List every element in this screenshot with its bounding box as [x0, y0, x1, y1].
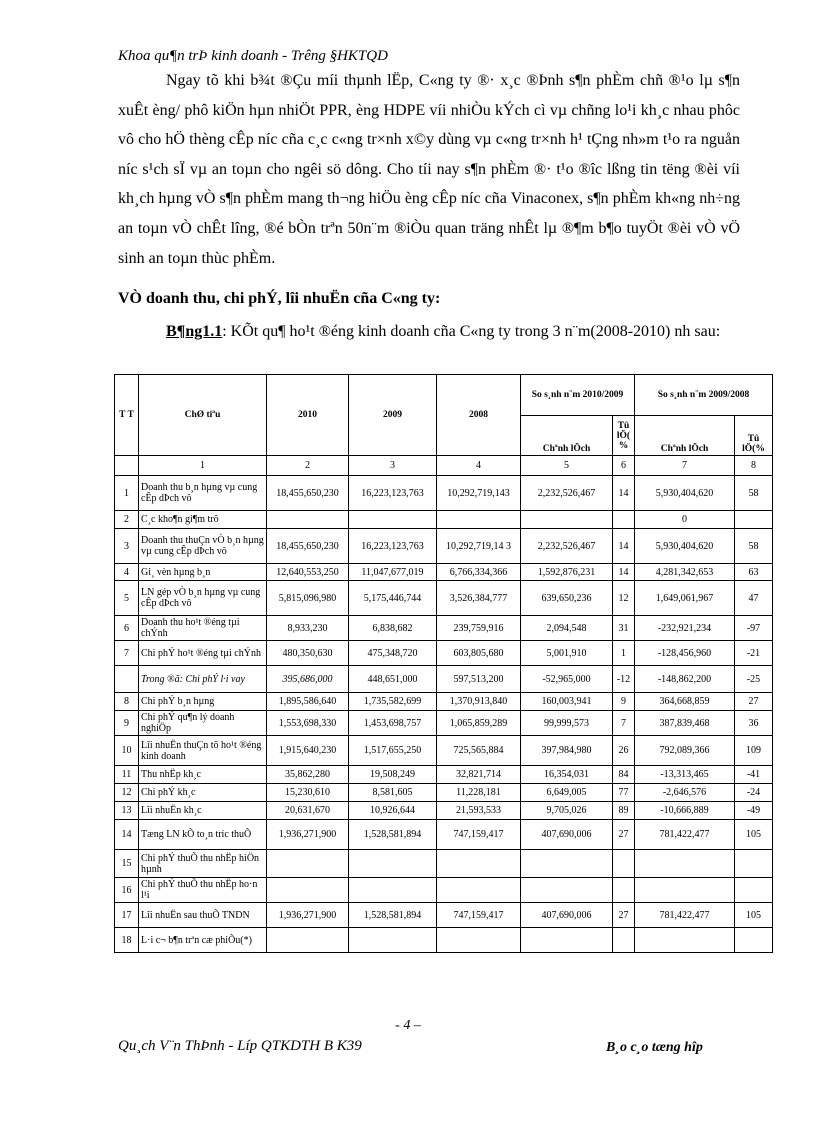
diff-2010-2009: 5,001,910 [521, 641, 613, 666]
pct-2009-2008 [735, 511, 773, 529]
col-number: 3 [349, 456, 437, 476]
row-number: 18 [115, 928, 139, 953]
pct-2010-2009: 12 [613, 581, 635, 616]
table-row [115, 693, 773, 711]
col-header-tt: T T [115, 375, 139, 456]
row-label: Tæng LN kÕ to¸n tríc thuÕ [139, 820, 267, 850]
row-number: 1 [115, 476, 139, 511]
value-2010: 395,686,000 [267, 666, 349, 693]
diff-2009-2008 [635, 878, 735, 903]
value-2009: 11,047,677,019 [349, 564, 437, 581]
pct-2010-2009: -12 [613, 666, 635, 693]
value-2008: 725,565,884 [437, 736, 521, 766]
diff-2010-2009: 1,592,876,231 [521, 564, 613, 581]
table-row [115, 476, 773, 511]
row-number: 3 [115, 529, 139, 564]
page-header: Khoa qu¶n trÞ kinh doanh - Trêng §HKTQD [118, 48, 388, 64]
diff-2009-2008 [635, 928, 735, 953]
value-2010: 1,936,271,900 [267, 903, 349, 928]
value-2010: 1,553,698,330 [267, 711, 349, 736]
pct-2009-2008: 58 [735, 529, 773, 564]
table-row [115, 581, 773, 616]
diff-2009-2008: 781,422,477 [635, 820, 735, 850]
row-label: Thu nhËp kh¸c [139, 766, 267, 784]
diff-2009-2008: -148,862,200 [635, 666, 735, 693]
col-header-compare-2010-2009: So s¸nh n¨m 2010/2009 [521, 375, 635, 416]
pct-2009-2008 [735, 928, 773, 953]
col-number: 4 [437, 456, 521, 476]
diff-2009-2008: 364,668,859 [635, 693, 735, 711]
pct-2010-2009: 31 [613, 616, 635, 641]
value-2010: 5,815,096,980 [267, 581, 349, 616]
pct-2009-2008: 58 [735, 476, 773, 511]
diff-2009-2008: -232,921,234 [635, 616, 735, 641]
row-label: Chi phÝ thuÕ thu nhËp hiÖn hµnh [139, 850, 267, 878]
value-2008: 603,805,680 [437, 641, 521, 666]
value-2010: 15,230,610 [267, 784, 349, 802]
row-number [115, 666, 139, 693]
pct-2009-2008 [735, 878, 773, 903]
col-header-tyle-2: Tû lÖ(% [735, 416, 773, 456]
row-label: Lîi nhuËn kh¸c [139, 802, 267, 820]
col-number: 8 [735, 456, 773, 476]
table-row [115, 666, 773, 693]
diff-2010-2009 [521, 850, 613, 878]
row-label: Lîi nhuËn sau thuÕ TNDN [139, 903, 267, 928]
value-2008: 10,292,719,14 3 [437, 529, 521, 564]
col-number: 7 [635, 456, 735, 476]
row-label: C¸c kho¶n gi¶m trõ [139, 511, 267, 529]
diff-2010-2009: 2,094,548 [521, 616, 613, 641]
value-2008: 747,159,417 [437, 820, 521, 850]
value-2009: 1,735,582,699 [349, 693, 437, 711]
pct-2009-2008: -97 [735, 616, 773, 641]
table-row [115, 802, 773, 820]
pct-2010-2009: 7 [613, 711, 635, 736]
value-2009: 6,838,682 [349, 616, 437, 641]
value-2009 [349, 928, 437, 953]
row-number: 12 [115, 784, 139, 802]
value-2010: 35,862,280 [267, 766, 349, 784]
diff-2010-2009: -52,965,000 [521, 666, 613, 693]
table-row [115, 850, 773, 878]
table-row [115, 711, 773, 736]
value-2008: 597,513,200 [437, 666, 521, 693]
pct-2009-2008: -21 [735, 641, 773, 666]
value-2010: 18,455,650,230 [267, 476, 349, 511]
section-heading: VÒ doanh thu, chi phÝ, lîi nhuËn cña C«ng ty: [118, 290, 441, 307]
value-2010: 20,631,670 [267, 802, 349, 820]
pct-2009-2008: -24 [735, 784, 773, 802]
col-number: 2 [267, 456, 349, 476]
pct-2009-2008: -41 [735, 766, 773, 784]
diff-2009-2008: 5,930,404,620 [635, 529, 735, 564]
row-number: 13 [115, 802, 139, 820]
col-header-chenh-1: Chªnh lÖch [521, 416, 613, 456]
diff-2009-2008: -128,456,960 [635, 641, 735, 666]
row-number: 8 [115, 693, 139, 711]
pct-2010-2009: 1 [613, 641, 635, 666]
row-number: 10 [115, 736, 139, 766]
value-2009 [349, 511, 437, 529]
col-header-compare-2009-2008: So s¸nh n¨m 2009/2008 [635, 375, 773, 416]
pct-2010-2009 [613, 878, 635, 903]
value-2008: 6,766,334,366 [437, 564, 521, 581]
value-2008 [437, 511, 521, 529]
row-label: Chi phÝ ho¹t ®éng tµi chÝnh [139, 641, 267, 666]
row-label: Chi phÝ qu¶n lý doanh nghiÖp [139, 711, 267, 736]
row-label: Chi phÝ b¸n hµng [139, 693, 267, 711]
value-2009: 16,223,123,763 [349, 476, 437, 511]
value-2010: 8,933,230 [267, 616, 349, 641]
row-label: Trong ®ã: Chi phÝ l·i vay [139, 666, 267, 693]
table-row [115, 903, 773, 928]
table-caption [118, 318, 740, 346]
pct-2010-2009: 9 [613, 693, 635, 711]
value-2008: 10,292,719,143 [437, 476, 521, 511]
diff-2009-2008: 781,422,477 [635, 903, 735, 928]
row-label: Lîi nhuËn thuÇn tõ ho¹t ®éng kinh doanh [139, 736, 267, 766]
col-header-2010: 2010 [267, 375, 349, 456]
value-2010 [267, 878, 349, 903]
value-2009 [349, 878, 437, 903]
diff-2010-2009: 16,354,031 [521, 766, 613, 784]
value-2010 [267, 511, 349, 529]
row-number: 2 [115, 511, 139, 529]
diff-2010-2009 [521, 928, 613, 953]
pct-2010-2009: 27 [613, 903, 635, 928]
row-label: Chi phÝ kh¸c [139, 784, 267, 802]
col-number: 5 [521, 456, 613, 476]
row-number: 7 [115, 641, 139, 666]
value-2009: 1,528,581,894 [349, 903, 437, 928]
row-number: 9 [115, 711, 139, 736]
col-header-2009: 2009 [349, 375, 437, 456]
diff-2010-2009: 2,232,526,467 [521, 529, 613, 564]
pct-2010-2009: 84 [613, 766, 635, 784]
row-label: Doanh thu ho¹t ®éng tµi chÝnh [139, 616, 267, 641]
value-2008: 3,526,384,777 [437, 581, 521, 616]
diff-2009-2008 [635, 850, 735, 878]
pct-2010-2009 [613, 928, 635, 953]
value-2009: 16,223,123,763 [349, 529, 437, 564]
pct-2009-2008 [735, 850, 773, 878]
value-2009: 19,508,249 [349, 766, 437, 784]
diff-2010-2009 [521, 878, 613, 903]
pct-2009-2008: 105 [735, 820, 773, 850]
pct-2009-2008: -49 [735, 802, 773, 820]
diff-2009-2008: -10,666,889 [635, 802, 735, 820]
results-table [114, 374, 773, 953]
table-row [115, 784, 773, 802]
value-2009: 1,528,581,894 [349, 820, 437, 850]
pct-2010-2009: 14 [613, 529, 635, 564]
value-2008: 239,759,916 [437, 616, 521, 641]
value-2008 [437, 928, 521, 953]
diff-2010-2009 [521, 511, 613, 529]
value-2010 [267, 850, 349, 878]
value-2009 [349, 850, 437, 878]
table-row [115, 641, 773, 666]
diff-2010-2009: 6,649,005 [521, 784, 613, 802]
diff-2009-2008: 1,649,061,967 [635, 581, 735, 616]
value-2008: 32,821,714 [437, 766, 521, 784]
pct-2010-2009: 77 [613, 784, 635, 802]
row-number: 6 [115, 616, 139, 641]
row-number: 17 [115, 903, 139, 928]
value-2008: 747,159,417 [437, 903, 521, 928]
pct-2009-2008: 27 [735, 693, 773, 711]
row-number: 16 [115, 878, 139, 903]
value-2009: 10,926,644 [349, 802, 437, 820]
footer-author: Qu¸ch V¨n ThÞnh - Líp QTKDTH B K39 [118, 1038, 362, 1054]
col-header-chitieu: ChØ tiªu [139, 375, 267, 456]
diff-2009-2008: 0 [635, 511, 735, 529]
body-paragraph: Ngay tõ khi b¾t ®Çu míi thµnh lËp, C«ng ty ®· x¸c ®Þnh s¶n phÈm chñ ®¹o lµ s¶n xuÊt èng/ phô kiÖn hµn nhiÖt PPR, èng HDPE víi nhiÒu kÝch cì vµ chñng lo¹i kh¸c nhau phôc vô cho hÖ thèng cÊp níc cña c¸c c«ng tr×nh x©y dùng vµ c«ng tr×nh h¹ tÇng nh»m t¹o ra nguån níc s¹ch sÏ vµ an toµn cho ngêi sö dông. Cho tíi nay s¶n phÈm ®· t¹o ®îc lßng tin tëng ®èi víi kh¸ch hµng vÒ s¶n phÈm mang th¬ng hiÖu èng cÊp níc cña Vinaconex, s¶n phÈm kh«ng nh÷ng an toµn vÒ chÊt lîng, ®é bÒn trªn 50n¨m ®iÒu quan träng nhÊt lµ ®¶m b¶o tuyÖt ®èi vÒ vÖ sinh an toµn thùc phÈm. [118, 72, 740, 267]
col-header-tyle-1: Tû lÖ( % [613, 416, 635, 456]
row-label: Chi phÝ thuÕ thu nhËp ho·n l¹i [139, 878, 267, 903]
value-2010: 480,350,630 [267, 641, 349, 666]
value-2008: 11,228,181 [437, 784, 521, 802]
diff-2010-2009: 407,690,006 [521, 903, 613, 928]
pct-2010-2009 [613, 511, 635, 529]
table-row [115, 616, 773, 641]
diff-2010-2009: 160,003,941 [521, 693, 613, 711]
table-row [115, 766, 773, 784]
row-number: 4 [115, 564, 139, 581]
diff-2010-2009: 397,984,980 [521, 736, 613, 766]
value-2010: 1,936,271,900 [267, 820, 349, 850]
value-2010 [267, 928, 349, 953]
value-2009: 448,651,000 [349, 666, 437, 693]
pct-2009-2008: 109 [735, 736, 773, 766]
value-2009: 8,581,605 [349, 784, 437, 802]
pct-2009-2008: 47 [735, 581, 773, 616]
diff-2010-2009: 639,650,236 [521, 581, 613, 616]
pct-2010-2009: 14 [613, 476, 635, 511]
value-2010: 12,640,553,250 [267, 564, 349, 581]
diff-2009-2008: 792,089,366 [635, 736, 735, 766]
row-number: 11 [115, 766, 139, 784]
table-row [115, 878, 773, 903]
row-label: LN gép vÒ b¸n hµng vµ cung cÊp dÞch vô [139, 581, 267, 616]
diff-2009-2008: -2,646,576 [635, 784, 735, 802]
table-caption-label: B¶ng1.1 [166, 323, 223, 340]
row-label: Gi¸ vèn hµng b¸n [139, 564, 267, 581]
table-row [115, 928, 773, 953]
pct-2009-2008: 63 [735, 564, 773, 581]
diff-2009-2008: 387,839,468 [635, 711, 735, 736]
pct-2009-2008: 36 [735, 711, 773, 736]
row-label: Doanh thu thuÇn vÒ b¸n hµng vµ cung cÊp dÞch vô [139, 529, 267, 564]
diff-2009-2008: 4,281,342,653 [635, 564, 735, 581]
col-header-2008: 2008 [437, 375, 521, 456]
page-number: - 4 – [395, 1018, 421, 1033]
table-row [115, 511, 773, 529]
diff-2010-2009: 9,705,026 [521, 802, 613, 820]
row-number: 14 [115, 820, 139, 850]
diff-2009-2008: 5,930,404,620 [635, 476, 735, 511]
pct-2010-2009: 26 [613, 736, 635, 766]
value-2008: 1,065,859,289 [437, 711, 521, 736]
pct-2010-2009: 27 [613, 820, 635, 850]
table-row [115, 564, 773, 581]
col-number: 6 [613, 456, 635, 476]
diff-2009-2008: -13,313,465 [635, 766, 735, 784]
table-row [115, 820, 773, 850]
col-header-chenh-2: Chªnh lÖch [635, 416, 735, 456]
value-2009: 1,517,655,250 [349, 736, 437, 766]
row-label: Doanh thu b¸n hµng vµ cung cÊp dÞch vô [139, 476, 267, 511]
value-2010: 1,915,640,230 [267, 736, 349, 766]
table-caption-text: : KÕt qu¶ ho¹t ®éng kinh doanh cña C«ng ty trong 3 n¨m(2008-2010) nh sau: [222, 323, 721, 340]
value-2008 [437, 850, 521, 878]
col-number: 1 [139, 456, 267, 476]
value-2008 [437, 878, 521, 903]
diff-2010-2009: 2,232,526,467 [521, 476, 613, 511]
diff-2010-2009: 407,690,006 [521, 820, 613, 850]
value-2010: 1,895,586,640 [267, 693, 349, 711]
row-number: 5 [115, 581, 139, 616]
pct-2009-2008: 105 [735, 903, 773, 928]
table-row [115, 736, 773, 766]
value-2010: 18,455,650,230 [267, 529, 349, 564]
row-label: L·i c¬ b¶n trªn cæ phiÕu(*) [139, 928, 267, 953]
pct-2010-2009: 14 [613, 564, 635, 581]
value-2008: 21,593,533 [437, 802, 521, 820]
footer-report-title: B¸o c¸o tæng hîp [606, 1040, 703, 1055]
pct-2009-2008: -25 [735, 666, 773, 693]
value-2009: 5,175,446,744 [349, 581, 437, 616]
row-number: 15 [115, 850, 139, 878]
diff-2010-2009: 99,999,573 [521, 711, 613, 736]
value-2009: 475,348,720 [349, 641, 437, 666]
table-row [115, 529, 773, 564]
pct-2010-2009: 89 [613, 802, 635, 820]
value-2008: 1,370,913,840 [437, 693, 521, 711]
pct-2010-2009 [613, 850, 635, 878]
value-2009: 1,453,698,757 [349, 711, 437, 736]
column-number-row [115, 456, 773, 476]
